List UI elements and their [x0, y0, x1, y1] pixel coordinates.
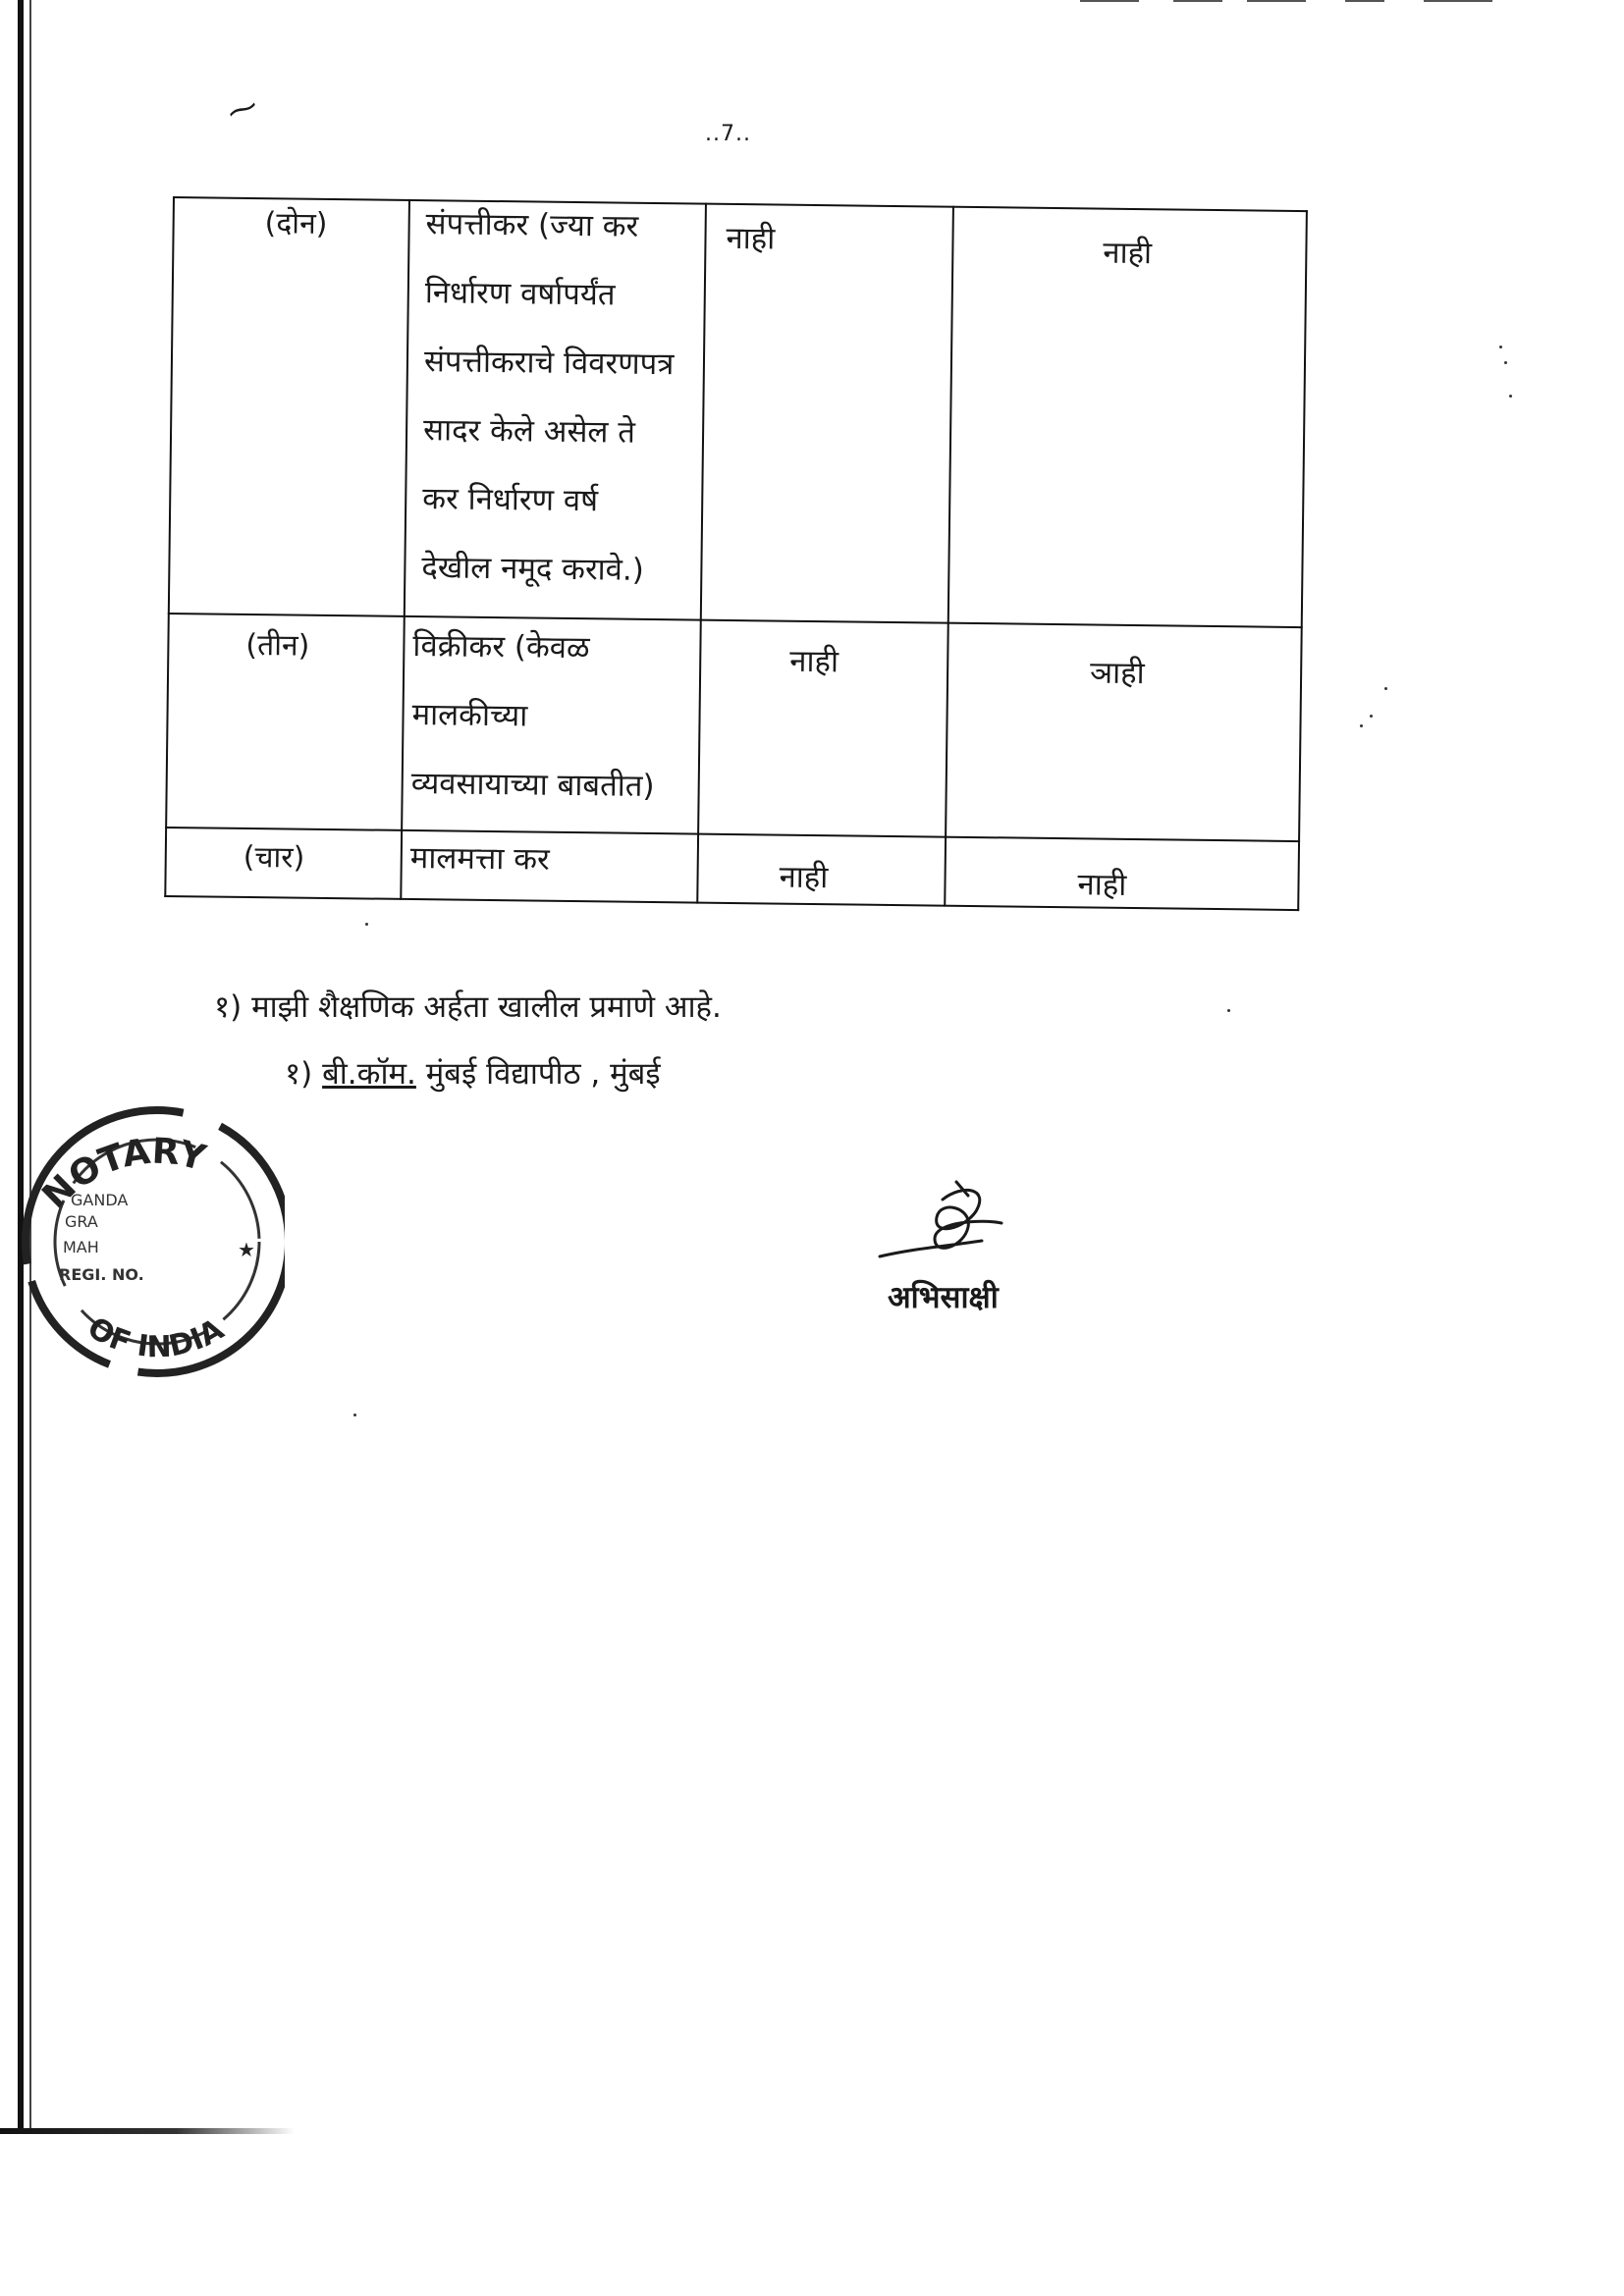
page-number: ..7..	[705, 122, 751, 146]
scan-rule	[1247, 0, 1306, 2]
qualification-heading: १) माझी शैक्षणिक अर्हता खालील प्रमाणे आहे.	[214, 989, 722, 1025]
stamp-line: MAH	[63, 1238, 99, 1256]
row-value: ञाही	[1089, 655, 1145, 692]
column-divider	[944, 206, 954, 907]
row-value: नाही	[1077, 867, 1127, 903]
degree: बी.कॉम.	[322, 1056, 416, 1092]
row-value: नाही	[779, 859, 829, 896]
pen-mark: ⁓	[222, 87, 263, 132]
qualification-item	[285, 1052, 661, 1094]
row-index: (चार)	[243, 839, 305, 876]
declaration-table	[164, 196, 1308, 936]
stamp-top-text: NOTARY	[34, 1131, 210, 1217]
item-number: १)	[285, 1056, 313, 1092]
row-description: मालमत्ता कर	[409, 840, 550, 878]
table-border-top	[173, 196, 1308, 212]
notary-stamp-icon	[10, 1080, 285, 1404]
stamp-line: GRA	[65, 1212, 98, 1231]
table-border-left	[164, 196, 175, 897]
scan-smudge	[0, 2128, 295, 2134]
row-value: नाही	[726, 220, 776, 257]
row-description: विक्रीकर (केवळ मालकीच्या व्यवसायाच्या बाबतीत)	[410, 628, 655, 805]
svg-text:★: ★	[238, 1238, 255, 1261]
speck	[1227, 1009, 1230, 1012]
column-divider	[400, 199, 410, 900]
scan-edge-thin	[29, 0, 31, 2130]
row-divider	[168, 613, 1303, 628]
row-divider	[165, 827, 1300, 842]
table-border-right	[1297, 210, 1308, 911]
speck	[353, 1414, 356, 1416]
scan-edge	[18, 0, 24, 2130]
signature-label: अभिसाक्षी	[888, 1280, 999, 1315]
speck	[1509, 395, 1512, 398]
speck	[1360, 724, 1363, 727]
speck	[1499, 346, 1502, 348]
institution: मुंबई विद्यापीठ , मुंबई	[425, 1056, 661, 1092]
column-divider	[696, 203, 707, 904]
row-index: (तीन)	[245, 627, 310, 664]
speck	[1384, 687, 1387, 690]
stamp-line: GANDA	[71, 1191, 129, 1209]
stamp-line: REGI. NO.	[59, 1265, 144, 1284]
speck	[1370, 715, 1373, 718]
stamp-bottom-text: OF INDIA	[81, 1310, 230, 1365]
scan-rule	[1424, 0, 1492, 2]
row-value: नाही	[1103, 235, 1153, 272]
svg-text:OF INDIA	[81, 1310, 231, 1364]
signature-icon	[874, 1178, 1021, 1266]
table-border-bottom	[164, 895, 1299, 911]
scan-rule	[1173, 0, 1222, 2]
row-index: (दोन)	[264, 206, 328, 241]
row-value: नाही	[789, 643, 839, 680]
scan-rule	[1345, 0, 1384, 2]
scan-rule	[1080, 0, 1139, 2]
speck	[1504, 361, 1507, 364]
row-description: संपत्तीकर (ज्या कर निर्धारण वर्षापर्यंत संपत्तीकराचे विवरणपत्र सादर केले असेल ते कर निर्धारण वर्ष देखील नमूद करावे.)	[421, 206, 675, 588]
